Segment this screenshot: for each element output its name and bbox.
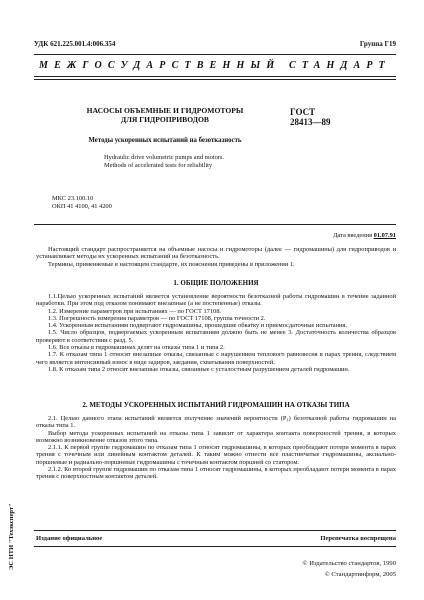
paragraph: Термины, применяемые в настоящем стандарте, их пояснения приведены в приложении 1. — [48, 260, 295, 268]
paragraph: 1.4. Ускоренным испытаниям подвергают гидромашины, прошедшие обкатку и приемосдаточные испытания. — [48, 322, 347, 330]
paragraph: 2.1.1. К первой группе гидромашин по отказам типа 1 относят гидромашины, в которых преобладают потери момента в парах трения с точечным или линейным контактом деталей. К таким можно отнести все пластинчатые гидромашины, аксиально-поршневые и радиально-поршневые гидромашины с точечным контактом поршней со статором. — [36, 444, 396, 466]
gost-number: 28413—89 — [290, 117, 331, 127]
paragraph: 2.1. Целью данного этапа испытаний является получение значений вероятности (P₁) безотказной работы гидромашин на отказы типа 1. — [36, 415, 396, 430]
paragraph: 1.1.Целью ускоренных испытаний является установление вероятности безотказной работы гидромашин в течение заданной наработки. При этом под отказом понимают внезапные (а не постепенные) отказы. — [36, 293, 396, 308]
side-watermark: ЭС НТИ "Техэксперт" — [8, 503, 15, 570]
udk-code: УДК 621.225.001.4:006.354 — [34, 40, 116, 48]
reprint-notice: Перепечатка воспрещена — [320, 535, 396, 542]
document-subtitle: Методы ускоренных испытаний на безотказность — [88, 137, 242, 144]
english-title-line: Methods of accelerated tests for reliability — [104, 162, 213, 169]
standard-banner: МЕЖГОСУДАРСТВЕННЫЙ СТАНДАРТ — [39, 60, 391, 71]
official-edition: Издание официальное — [36, 535, 103, 542]
banner-rule — [34, 76, 396, 77]
mks-code: МКС 23.100.10 — [52, 195, 94, 202]
section2-text — [36, 415, 396, 481]
title-line: НАСОСЫ ОБЪЕМНЫЕ И ГИДРОМОТОРЫ — [86, 106, 244, 115]
copyright-line: © Издательство стандартов, 1990 — [302, 560, 396, 567]
paragraph: 1.3. Погрешность измерения параметров — по ГОСТ 17108, группа точности 2. — [48, 314, 266, 322]
banner-rule-double — [34, 79, 396, 80]
section-heading: 2. МЕТОДЫ УСКОРЕННЫХ ИСПЫТАНИЙ ГИДРОМАШИН НА ОТКАЗЫ ТИПА — [82, 401, 350, 409]
english-title-line: Hydraulic drive volumetric pumps and motors. — [104, 154, 224, 161]
footer-rule-2 — [34, 546, 396, 547]
gost-designation — [290, 107, 331, 127]
document-title — [60, 106, 270, 124]
section-heading: 1. ОБЩИЕ ПОЛОЖЕНИЯ — [173, 279, 259, 287]
copyright-line: © Стандартинформ, 2005 — [324, 571, 396, 578]
effective-date-label: Дата введения — [333, 232, 373, 239]
paragraph: 2.1.2. Ко второй группе гидромашин по отказам типа 1 относят гидромашины, в которых преобладают потери момента в парах трения с поверхностным контактом деталей. — [36, 466, 396, 481]
title-line: ДЛЯ ГИДРОПРИВОДОВ — [121, 115, 209, 124]
effective-date — [333, 232, 396, 239]
paragraph: 1.5. Число образцов, подвергаемых ускоренным испытаниям должно быть не менее 3. Достаточность количества образцов проверяют в соответствии с разд. 5. — [36, 329, 396, 344]
footer-rule — [34, 530, 396, 531]
section1-text — [36, 293, 396, 373]
paragraph: Выбор метода ускоренных испытаний на отказы типа 1 зависит от характера контакта поверхностей трения, в которых возможно возникновение отказов этого типа. — [36, 429, 396, 444]
header-bottom-rule — [34, 224, 396, 225]
top-rule — [34, 54, 396, 55]
gost-label: ГОСТ — [290, 107, 316, 117]
intro-text — [36, 246, 396, 268]
classification-codes — [52, 195, 112, 211]
paragraph: 1.6. Все отказы в гидромашинах делят на отказы типа 1 и типа 2. — [48, 344, 225, 352]
english-title — [104, 154, 224, 170]
effective-date-value: 01.07.91 — [373, 232, 396, 239]
paragraph: Настоящий стандарт распространяется на объемные насосы и гидромоторы (далее — гидромашины) для гидроприводов и устанавливает методы их ускоренных испытаний на безотказность. — [36, 246, 396, 261]
paragraph: 1.7. К отказам типа 1 относят внезапные отказы, связанные с нарушением теплового равновесия в парах трения, следствием чего является интенсивный износ в виде задиров, заедания, схватывания поверхностей. — [36, 351, 396, 366]
paragraph: 1.8. К отказам типа 2 относят внезапные отказы, связанные с усталостным разрушением деталей гидромашин. — [48, 365, 350, 373]
group-code: Группа Г19 — [359, 40, 396, 48]
okp-code: ОКП 41 4100, 41 4200 — [52, 203, 112, 210]
paragraph: 1.2. Измерение параметров при испытаниях — по ГОСТ 17108. — [48, 307, 222, 315]
